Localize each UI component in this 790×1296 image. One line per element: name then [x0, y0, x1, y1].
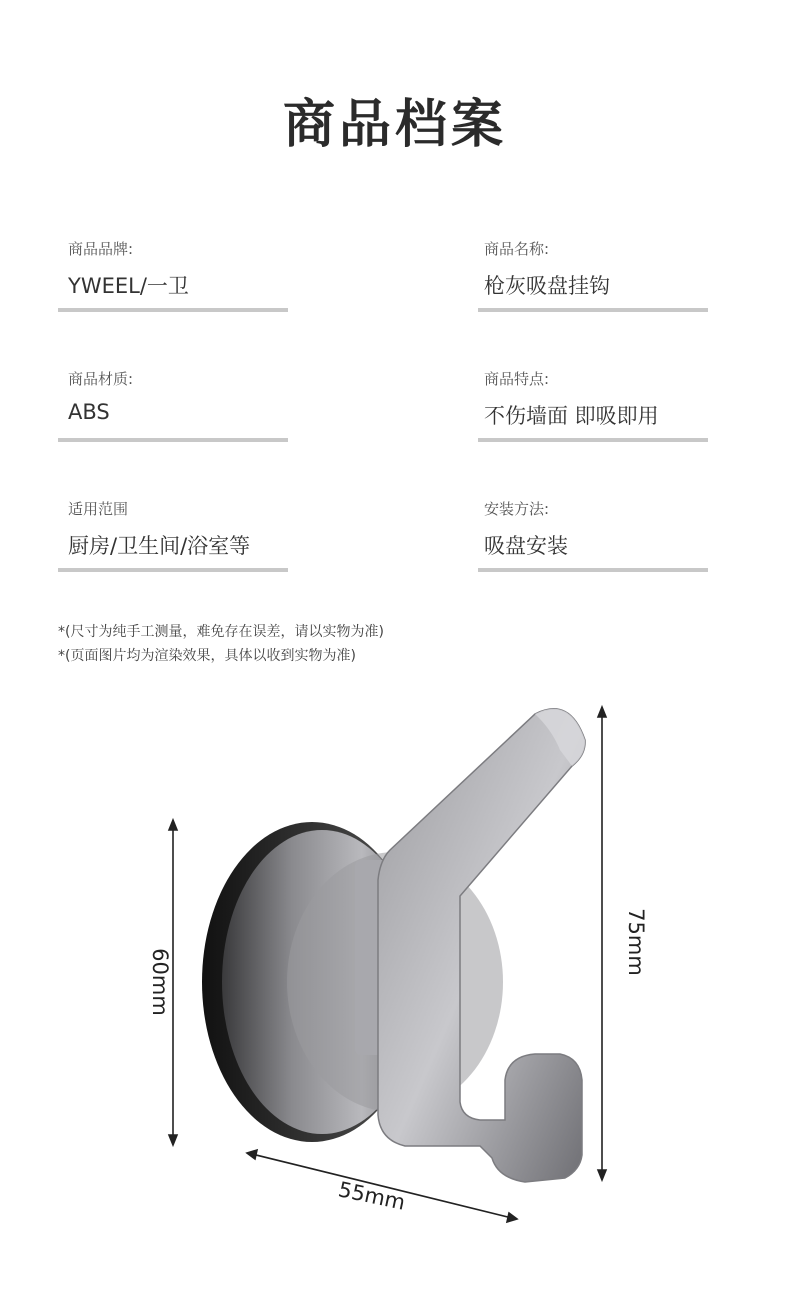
dimension-label-55: 55mm [336, 1177, 408, 1215]
hook-illustration [140, 700, 640, 1260]
field-underline [58, 308, 288, 312]
field-features [478, 368, 708, 442]
field-label: 商品特点: [484, 370, 550, 388]
field-label: 适用范围 [68, 500, 129, 518]
field-underline [58, 568, 288, 572]
field-underline [478, 308, 708, 312]
field-material [58, 368, 288, 442]
field-value: 不伤墙面 即吸即用 [484, 404, 659, 428]
product-figure [140, 700, 648, 1260]
field-usage [58, 498, 288, 572]
note-measurement: *(尺寸为纯手工测量，难免存在误差，请以实物为准) [58, 624, 384, 640]
field-value: 枪灰吸盘挂钩 [484, 274, 610, 298]
note-rendering: *(页面图片均为渲染效果，具体以收到实物为准) [58, 648, 356, 664]
field-install [478, 498, 708, 572]
field-underline [478, 568, 708, 572]
dimension-label-60: 60mm [147, 948, 172, 1016]
field-value: 吸盘安装 [484, 534, 568, 558]
field-underline [58, 438, 288, 442]
field-label: 安装方法: [484, 500, 550, 518]
disclaimer-notes [58, 620, 384, 668]
field-label: 商品材质: [68, 370, 134, 388]
field-underline [478, 438, 708, 442]
dimension-label-75: 75mm [623, 908, 648, 976]
field-brand [58, 238, 288, 312]
field-value: 厨房/卫生间/浴室等 [68, 534, 251, 558]
field-label: 商品名称: [484, 240, 550, 258]
field-label: 商品品牌: [68, 240, 134, 258]
field-name [478, 238, 708, 312]
field-value: ABS [68, 400, 110, 424]
field-value: YWEEL/一卫 [68, 274, 189, 298]
page-title: 商品档案 [282, 95, 507, 155]
